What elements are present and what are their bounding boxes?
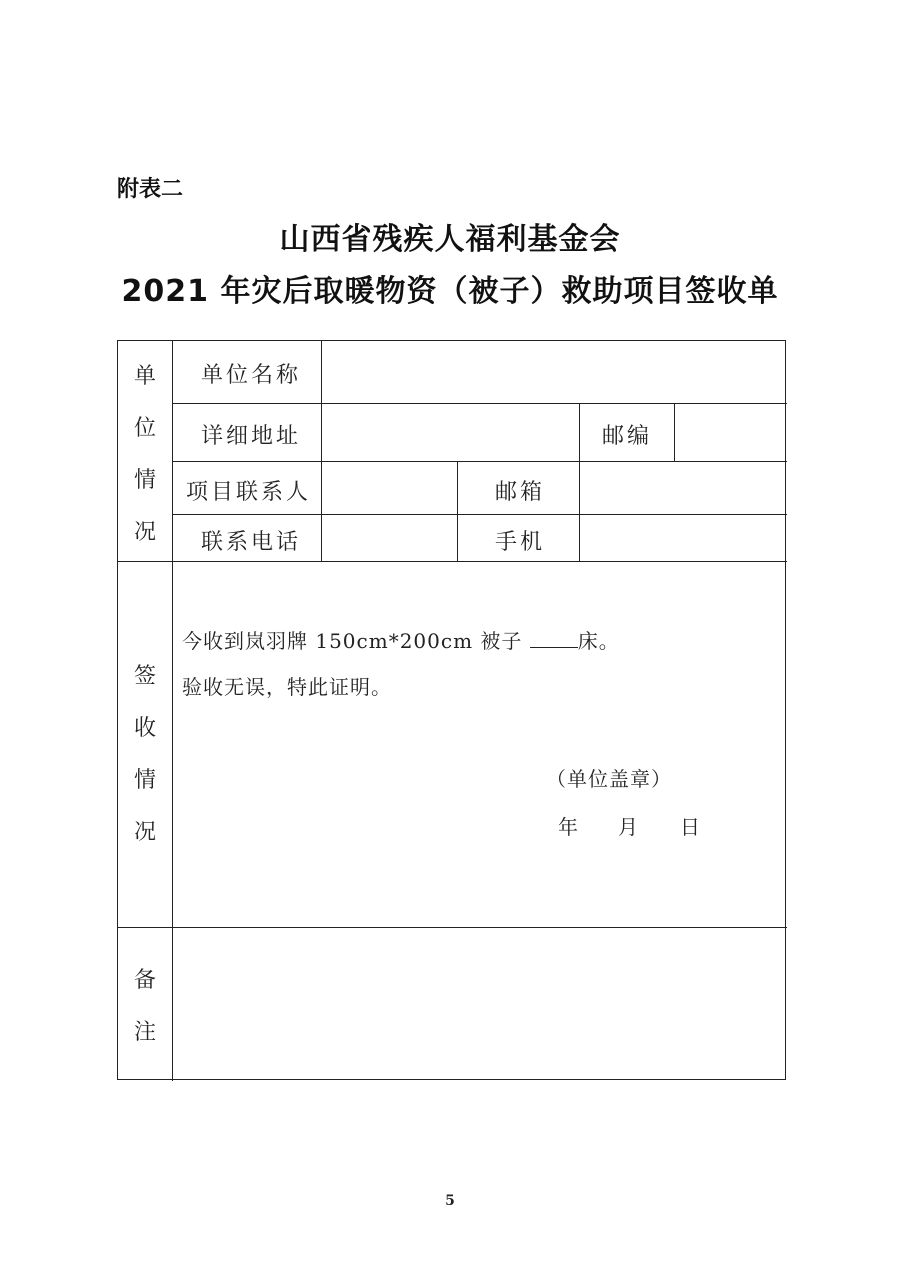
field-label-mobile: 手机 [495,530,546,555]
field-label-postcode: 邮编 [602,424,653,449]
row-divider [172,514,787,515]
field-label-unit-name: 单位名称 [201,363,302,388]
receipt-statement-line1: 今收到岚羽牌 150cm*200cm 被子 床。 [182,629,620,653]
column-divider [674,403,675,461]
section-label-unit: 单 位 情 况 [133,364,156,545]
annex-label: 附表二 [117,177,184,202]
row-divider [172,403,787,404]
receipt-form [117,340,786,1080]
section-label-receipt: 签 收 情 况 [133,664,156,845]
section-label-divider [172,341,173,1081]
title-line-1: 山西省残疾人福利基金会 [279,222,621,257]
receipt-statement-line2: 验收无误，特此证明。 [182,675,392,699]
section-divider [118,561,787,562]
field-label-address: 详细地址 [201,424,302,449]
field-label-contact-person: 项目联系人 [186,480,312,505]
date-month: 月 [618,815,639,839]
column-divider [321,341,322,561]
row-divider [172,461,787,462]
date-day: 日 [680,815,701,839]
date-year: 年 [558,815,579,839]
title-line-2: 2021 年灾后取暖物资（被子）救助项目签收单 [121,274,779,309]
column-divider [579,403,580,461]
column-divider [579,461,580,561]
seal-label: （单位盖章） [546,767,672,791]
page-number: 5 [445,1193,455,1209]
quantity-blank [530,627,578,648]
field-label-phone: 联系电话 [201,530,302,555]
section-divider [118,927,787,928]
field-label-email: 邮箱 [495,480,546,505]
column-divider [457,461,458,561]
section-label-remarks: 备 注 [133,968,156,1045]
